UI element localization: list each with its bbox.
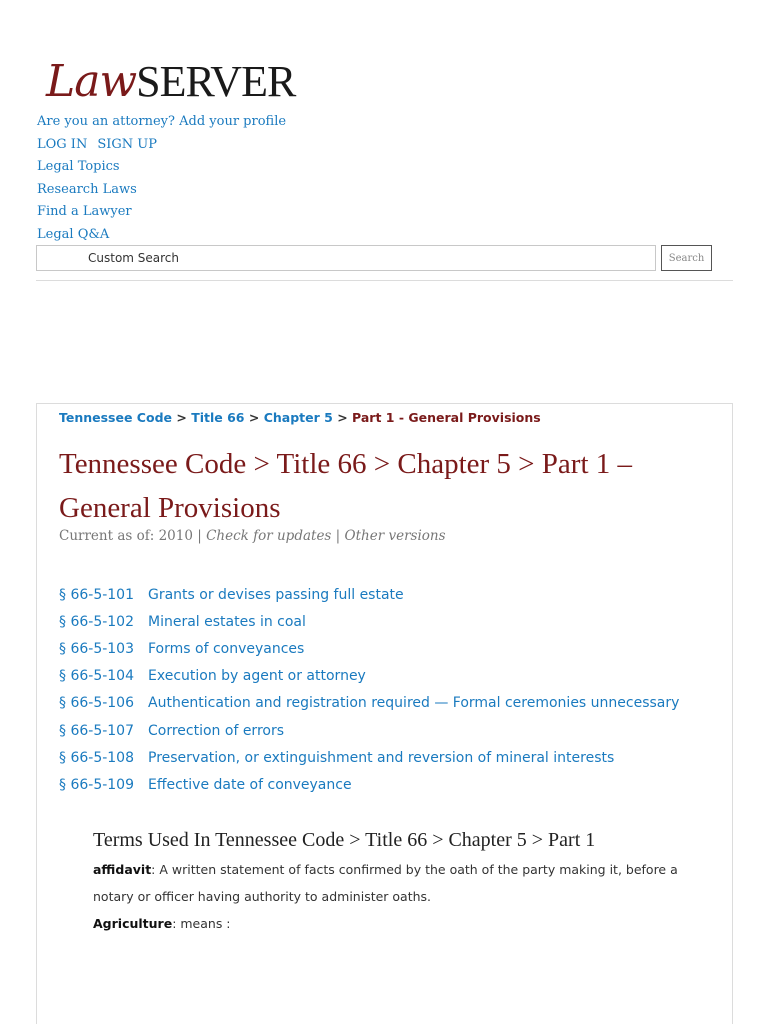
section-item[interactable] — [59, 744, 679, 771]
section-number[interactable]: § 66-5-103 — [59, 640, 134, 657]
section-number[interactable]: § 66-5-107 — [59, 722, 134, 739]
auth-links — [37, 134, 286, 157]
section-title[interactable]: Grants or devises passing full estate — [148, 586, 404, 603]
section-number[interactable]: § 66-5-109 — [59, 776, 134, 793]
breadcrumb — [59, 410, 541, 425]
top-nav — [37, 111, 286, 246]
section-number[interactable]: § 66-5-101 — [59, 586, 134, 603]
term-text: : means : — [172, 916, 231, 931]
legal-qa-link[interactable]: Legal Q&A — [37, 226, 110, 242]
current-as-of: Current as of: 2010 — [59, 528, 193, 544]
other-versions-link[interactable]: Other versions — [344, 528, 446, 544]
section-title[interactable]: Correction of errors — [148, 722, 285, 739]
section-title[interactable]: Forms of conveyances — [148, 640, 305, 657]
section-title[interactable]: Mineral estates in coal — [148, 613, 306, 630]
section-number[interactable]: § 66-5-106 — [59, 695, 134, 712]
term-text: : A written statement of facts confirmed by the oath of the party making it, before a notary or officer having authority to administer oaths. — [93, 862, 678, 904]
breadcrumb-title-66[interactable]: Title 66 — [191, 410, 245, 425]
header-divider — [36, 280, 733, 281]
section-number[interactable]: § 66-5-102 — [59, 613, 134, 630]
term-definition — [93, 856, 683, 910]
section-item[interactable] — [59, 690, 679, 717]
term-name: affidavit — [93, 862, 152, 877]
research-laws-link[interactable]: Research Laws — [37, 181, 137, 197]
legal-topics-link[interactable]: Legal Topics — [37, 159, 120, 174]
find-lawyer-link[interactable]: Find a Lawyer — [37, 204, 132, 219]
logo-law: Law — [46, 56, 137, 107]
section-title[interactable]: Preservation, or extinguishment and reversion of mineral interests — [148, 749, 615, 766]
section-title[interactable]: Effective date of conveyance — [148, 776, 352, 793]
divider: | — [197, 528, 202, 544]
add-profile-link[interactable]: Are you an attorney? Add your profile — [37, 114, 287, 129]
breadcrumb-tennessee-code[interactable]: Tennessee Code — [59, 410, 172, 425]
breadcrumb-chapter-5[interactable]: Chapter 5 — [263, 410, 333, 425]
search-button[interactable]: Search — [661, 245, 712, 271]
search-input[interactable] — [36, 245, 656, 271]
section-title[interactable]: Execution by agent or attorney — [148, 668, 366, 685]
page-title: Tennessee Code > Title 66 > Chapter 5 > Part 1 – General Provisions — [59, 448, 633, 524]
section-item[interactable] — [59, 635, 679, 662]
section-title[interactable]: Authentication and registration required — Formal ceremonies unnecessary — [148, 695, 680, 712]
section-list — [59, 581, 679, 799]
section-item[interactable] — [59, 663, 679, 690]
logo-server: SERVER — [136, 57, 296, 106]
lawserver-logo[interactable] — [46, 56, 295, 108]
version-info — [59, 528, 446, 544]
section-item[interactable] — [59, 581, 679, 608]
term-definition — [93, 910, 683, 937]
section-item[interactable] — [59, 771, 679, 798]
search-bar — [36, 245, 712, 271]
breadcrumb-current: Part 1 - General Provisions — [352, 410, 541, 425]
breadcrumb-separator: > — [337, 410, 348, 425]
divider: | — [335, 528, 341, 544]
check-updates-link[interactable]: Check for updates — [206, 528, 332, 544]
section-number[interactable]: § 66-5-104 — [59, 668, 134, 685]
section-item[interactable] — [59, 608, 679, 635]
signup-link[interactable]: SIGN UP — [97, 136, 157, 152]
terms-heading: Terms Used In Tennessee Code > Title 66 > Chapter 5 > Part 1 — [93, 829, 596, 851]
breadcrumb-separator: > — [176, 410, 187, 425]
section-number[interactable]: § 66-5-108 — [59, 749, 134, 766]
term-name: Agriculture — [93, 916, 173, 931]
login-link[interactable]: LOG IN — [37, 136, 88, 152]
breadcrumb-separator: > — [248, 410, 260, 425]
section-item[interactable] — [59, 717, 679, 744]
terms-panel — [93, 829, 683, 937]
